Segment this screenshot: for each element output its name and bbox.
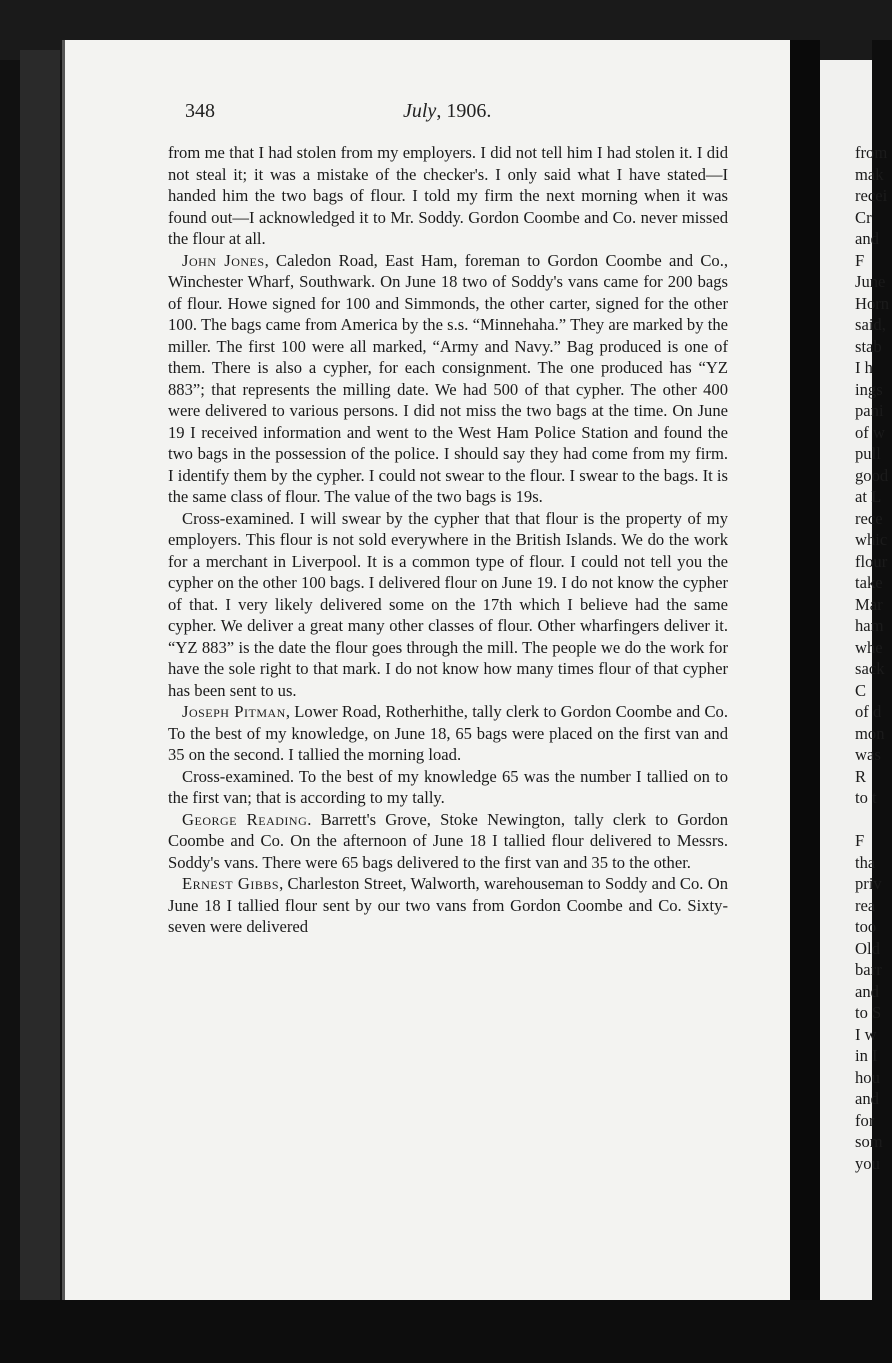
facing-page-line: mon — [855, 723, 885, 743]
facing-page-line: flour — [855, 551, 888, 571]
facing-page-line: to t — [855, 788, 877, 807]
facing-page-line: stab — [855, 336, 882, 356]
facing-page-line: hou — [855, 1067, 880, 1087]
facing-page-line: said, — [855, 315, 886, 334]
facing-page-line: Mar — [855, 594, 883, 614]
paragraph-text: , Caledon Road, East Ham, foreman to Gordon Coombe and Co., Winchester Wharf, Southwark. On June 18 two of Soddy's vans came for 200 bags of flour. Howe signed for 100 and Simmonds, the other carter, signed for the other 100. The bags came from America by the s.s. “Minnehaha.” They are marked by the miller. The first 100 were all marked, “Army and Navy.” Bag produced is one of them. There is also a cypher, for each consignment. The one produced has “YZ 883”; that represents the milling date. We had 500 of that cypher. The other 400 were delivered to various persons. I did not miss the two bags at the time. On June 19 I received information and went to the West Ham Police Station and found the two bags in the possession of the police. I should say they had come from my firm. I identify them by the cypher. I could not swear to the flour. I swear to the bags. It is the same class of flour. The value of the two bags is 19s. — [168, 250, 728, 506]
paragraph-text: , Lower Road, Rotherhithe, tally clerk to Gordon Coombe and Co. To the best of my knowledge, on June 18, 65 bags were placed on the first van and 35 on the second. I tallied the morning load. — [168, 702, 728, 764]
facing-page-line: Horn — [855, 293, 890, 313]
facing-page-line: I w — [855, 1024, 877, 1044]
facing-page-line: of w — [855, 422, 885, 442]
facing-page-line: whic — [855, 530, 888, 549]
facing-page-line: at L — [855, 487, 882, 506]
paragraph — [168, 142, 728, 250]
page-number: 348 — [185, 100, 215, 122]
facing-page-line: C — [855, 680, 867, 700]
paragraph-text: Cross-examined. To the best of my knowledge 65 was the number I tallied on to the first van; that is according to my tally. — [168, 766, 728, 807]
paragraph — [168, 809, 728, 874]
paragraph — [168, 873, 728, 938]
facing-page-line: rea — [855, 895, 876, 915]
page-body — [168, 142, 728, 938]
paragraph-text: Cross-examined. I will swear by the cypher that that flour is the property of my employers. This flour is not sold everywhere in the British Islands. We do the work for a merchant in Liverpool. It is a common type of flour. I could not tell you the cypher on the other 100 bags. I delivered flour on June 19. I do not know the cypher of that. I very likely delivered some on the 17th which I believe had the same cypher. We deliver a great many other classes of flour. Other wharfingers deliver it. “YZ 883” is the date the flour goes through the mill. The people we do the work for have the sole right to that mark. I do not know how many times flour of that cypher has been sent to us. — [168, 508, 728, 700]
facing-page-line: June — [855, 272, 886, 291]
facing-page-line: good — [855, 465, 889, 485]
page-header — [120, 100, 720, 130]
paragraph — [168, 508, 728, 702]
facing-page-line: too — [855, 917, 877, 936]
facing-page-line: for — [855, 1110, 875, 1130]
facing-page-line: tha — [855, 852, 876, 872]
facing-page-line: whe — [855, 637, 883, 657]
witness-name: Joseph Pitman — [182, 702, 286, 721]
facing-page-line: sack — [855, 659, 885, 678]
paragraph — [168, 250, 728, 508]
facing-page-line: take — [855, 573, 883, 592]
facing-page-line: recei — [855, 186, 888, 205]
facing-page-line: and — [855, 981, 879, 1001]
facing-page-line: F — [855, 250, 865, 270]
facing-page-line: pull — [855, 444, 881, 463]
facing-page-line: som — [855, 1132, 883, 1151]
facing-page-line: to S — [855, 1003, 882, 1022]
facing-page-line: in I — [855, 1046, 878, 1065]
running-head: July, 1906. — [403, 100, 492, 122]
book-gutter — [790, 40, 820, 1310]
facing-page-line: barr — [855, 960, 882, 979]
running-head-year: 1906. — [446, 100, 492, 122]
facing-page-line: and — [855, 1089, 879, 1108]
paragraph-text: , Charleston Street, Walworth, warehouseman to Soddy and Co. On June 18 I tallied flour sent by our two vans from Gordon Coombe and Co. Sixty-seven were delivered — [168, 874, 729, 936]
facing-page-line: mak — [855, 164, 884, 184]
witness-name: Ernest Gibbs — [182, 874, 280, 893]
facing-page-text — [855, 142, 892, 1174]
facing-page-line: you — [855, 1153, 880, 1173]
facing-page-line: from — [855, 143, 888, 162]
running-head-month: July — [403, 100, 437, 122]
facing-page-line — [855, 809, 892, 831]
paragraph — [168, 701, 728, 766]
facing-page-line: of d — [855, 702, 882, 721]
facing-page-line: F — [855, 831, 865, 850]
facing-page-line: Old — [855, 938, 880, 958]
facing-page-line: and — [855, 229, 879, 248]
facing-page-line: rece — [855, 508, 883, 528]
facing-page-line: Cr — [855, 207, 872, 227]
scan-frame-bottom — [0, 1300, 892, 1363]
witness-name: John Jones — [182, 250, 265, 270]
paragraph — [168, 766, 728, 809]
book-spine — [20, 50, 60, 1310]
facing-page-line: was — [855, 745, 881, 764]
paragraph-text: from me that I had stolen from my employers. I did not tell him I had stolen it. I did not steal it; it was a mistake of the checker's. I only said what I have stated—I handed him the two bags of flour. I told my firm the next morning when it was found out—I acknowledged it to Mr. Soddy. Gordon Coombe and Co. never missed the flour at all. — [168, 143, 728, 248]
facing-page-line: I h — [855, 358, 873, 377]
facing-page-line: pani — [855, 401, 884, 420]
witness-name: George Reading — [182, 809, 308, 829]
paragraph-text: . Barrett's Grove, Stoke Newington, tally clerk to Gordon Coombe and Co. On the afternoon of June 18 I tallied flour delivered to Messrs. Soddy's vans. There were 65 bags delivered to the first van and 35 to the other. — [168, 809, 728, 872]
facing-page-line: ham — [855, 616, 884, 635]
facing-page-line: priv — [855, 874, 882, 893]
facing-page-line: R — [855, 766, 867, 786]
facing-page-line: ings — [855, 379, 883, 399]
